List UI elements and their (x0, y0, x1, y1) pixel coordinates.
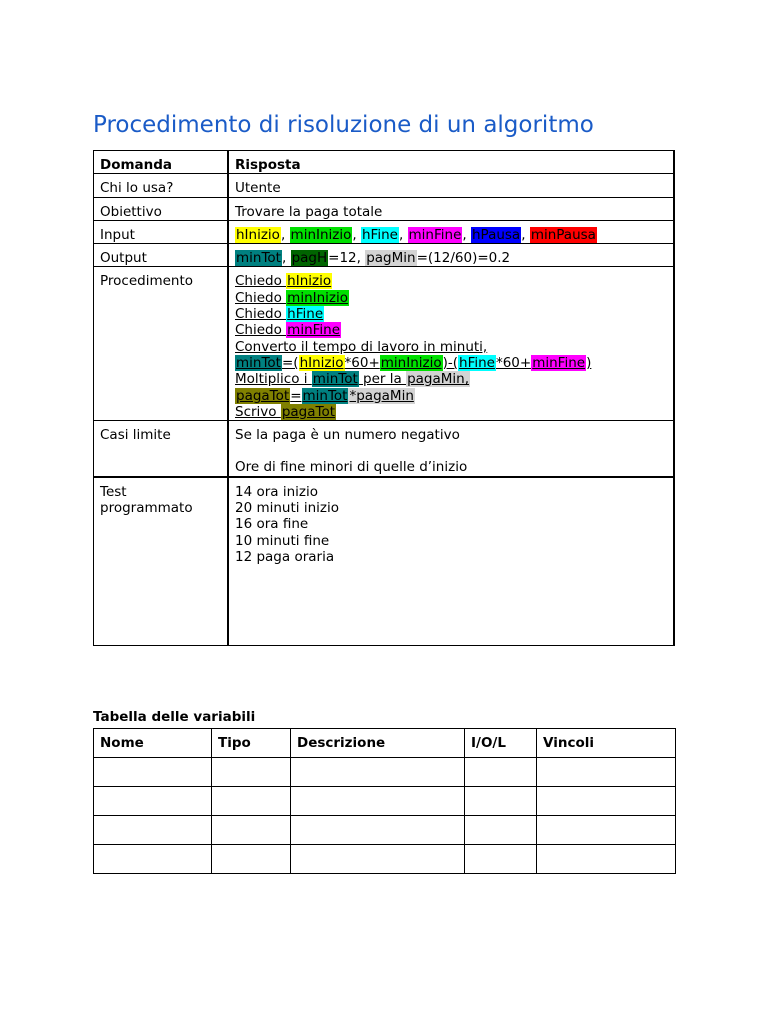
test-line: 10 minuti fine (235, 532, 330, 549)
casi-line-2: Ore di fine minori di quelle d’inizio (235, 459, 468, 476)
var-pagatot: pagaTot (236, 387, 290, 404)
variables-table (93, 728, 676, 874)
table-cell (212, 816, 291, 845)
header-iol: I/O/L (465, 729, 537, 758)
var-hinizio: hInizio (287, 273, 332, 290)
output-pagmin-value: =(12/60)=0.2 (416, 250, 511, 267)
table-cell (537, 758, 676, 787)
step-text: Chiedo (235, 322, 287, 339)
var-mininizio: minInizio (380, 354, 442, 371)
var-hfine: hFine (459, 354, 495, 371)
step-1 (235, 273, 667, 289)
table-cell (94, 787, 212, 816)
question-obiettivo: Obiettivo (94, 197, 229, 220)
step-2 (235, 290, 667, 306)
table-cell (465, 816, 537, 845)
table-cell (291, 845, 465, 874)
table-cell (465, 758, 537, 787)
var-minfine: minFine (287, 322, 341, 339)
question-input: Input (94, 220, 229, 243)
step-6-formula (235, 355, 667, 371)
table-cell (465, 845, 537, 874)
table-cell (212, 758, 291, 787)
table-cell (94, 816, 212, 845)
casi-line-1: Se la paga è un numero negativo (235, 427, 460, 444)
separator: , (462, 226, 471, 243)
output-pagh-value: =12, (328, 250, 366, 267)
step-4 (235, 322, 667, 338)
table-cell (465, 787, 537, 816)
var-mintot: minTot (236, 354, 281, 371)
header-descrizione: Descrizione (291, 729, 465, 758)
table-cell (94, 758, 212, 787)
var-minpausa: minPausa (530, 226, 596, 243)
table-cell (291, 816, 465, 845)
var-hfine: hFine (287, 306, 324, 323)
table-cell (537, 845, 676, 874)
var-hpausa: hPausa (471, 226, 521, 243)
variables-table-title: Tabella delle variabili (93, 709, 256, 725)
variables-header-row (94, 729, 676, 758)
question-test (94, 477, 229, 646)
formula-text: *60+ (495, 354, 532, 371)
step-text: Chiedo (235, 289, 287, 306)
var-pagamin: *pagaMin (349, 387, 414, 404)
step-8-formula (235, 388, 667, 404)
algorithm-table (93, 150, 675, 646)
question-output: Output (94, 244, 229, 267)
separator: , (280, 226, 290, 243)
question-casi-limite: Casi limite (94, 421, 229, 477)
table-row (94, 816, 676, 845)
var-pagatot: pagaTot (281, 403, 336, 420)
table-cell (291, 787, 465, 816)
step-3 (235, 306, 667, 322)
table-row (94, 845, 676, 874)
var-hinizio: hInizio (236, 226, 280, 243)
step-text: Scrivo (235, 403, 281, 420)
var-mintot: minTot (312, 371, 358, 388)
step-text: Chiedo (235, 273, 287, 290)
test-label-2: programmato (100, 500, 193, 517)
step-text: Chiedo (235, 306, 287, 323)
var-pagh: pagH (291, 250, 328, 267)
answer-input (228, 220, 674, 243)
answer-chi: Utente (228, 174, 674, 197)
step-7 (235, 371, 667, 387)
table-row (94, 758, 676, 787)
step-9 (235, 404, 667, 420)
test-line: 12 paga oraria (235, 548, 335, 565)
var-pagamin: pagaMin, (407, 371, 470, 388)
header-risposta: Risposta (228, 151, 674, 174)
table-cell (212, 787, 291, 816)
table-cell (537, 787, 676, 816)
page-title: Procedimento di risoluzione di un algoritmo (93, 112, 594, 138)
var-mininizio: minInizio (287, 289, 349, 306)
step-5: Converto il tempo di lavoro in minuti, (235, 338, 488, 355)
table-cell (291, 758, 465, 787)
header-vincoli: Vincoli (537, 729, 676, 758)
header-domanda: Domanda (94, 151, 229, 174)
answer-casi-limite (228, 421, 674, 477)
formula-text: = (290, 387, 302, 404)
formula-text: =( (281, 354, 299, 371)
answer-output (228, 244, 674, 267)
test-line: 16 ora fine (235, 516, 309, 533)
table-row (94, 787, 676, 816)
formula-text: *60+ (344, 354, 380, 371)
test-line: 20 minuti inizio (235, 500, 339, 517)
question-procedimento: Procedimento (94, 267, 229, 421)
var-minfine: minFine (408, 226, 462, 243)
var-mininizio: minInizio (290, 226, 352, 243)
separator: , (281, 250, 291, 267)
question-chi: Chi lo usa? (94, 174, 229, 197)
separator: , (521, 226, 530, 243)
header-tipo: Tipo (212, 729, 291, 758)
header-nome: Nome (94, 729, 212, 758)
separator: , (352, 226, 361, 243)
formula-text: ) (586, 354, 592, 371)
var-hfine: hFine (361, 226, 398, 243)
step-text: Moltiplico i (235, 371, 312, 388)
formula-text: )-( (442, 354, 459, 371)
separator: , (398, 226, 408, 243)
var-mintot: minTot (236, 250, 281, 267)
table-cell (537, 816, 676, 845)
answer-test (228, 477, 674, 646)
table-cell (94, 845, 212, 874)
spacer (235, 443, 667, 459)
step-text: per la (358, 371, 407, 388)
test-label-1: Test (100, 483, 127, 500)
var-pagmin: pagMin (366, 250, 416, 267)
var-mintot: minTot (302, 387, 348, 404)
var-minfine: minFine (532, 354, 586, 371)
var-hinizio: hInizio (299, 354, 344, 371)
answer-procedimento (228, 267, 674, 421)
answer-obiettivo: Trovare la paga totale (228, 197, 674, 220)
table-cell (212, 845, 291, 874)
test-line: 14 ora inizio (235, 483, 318, 500)
